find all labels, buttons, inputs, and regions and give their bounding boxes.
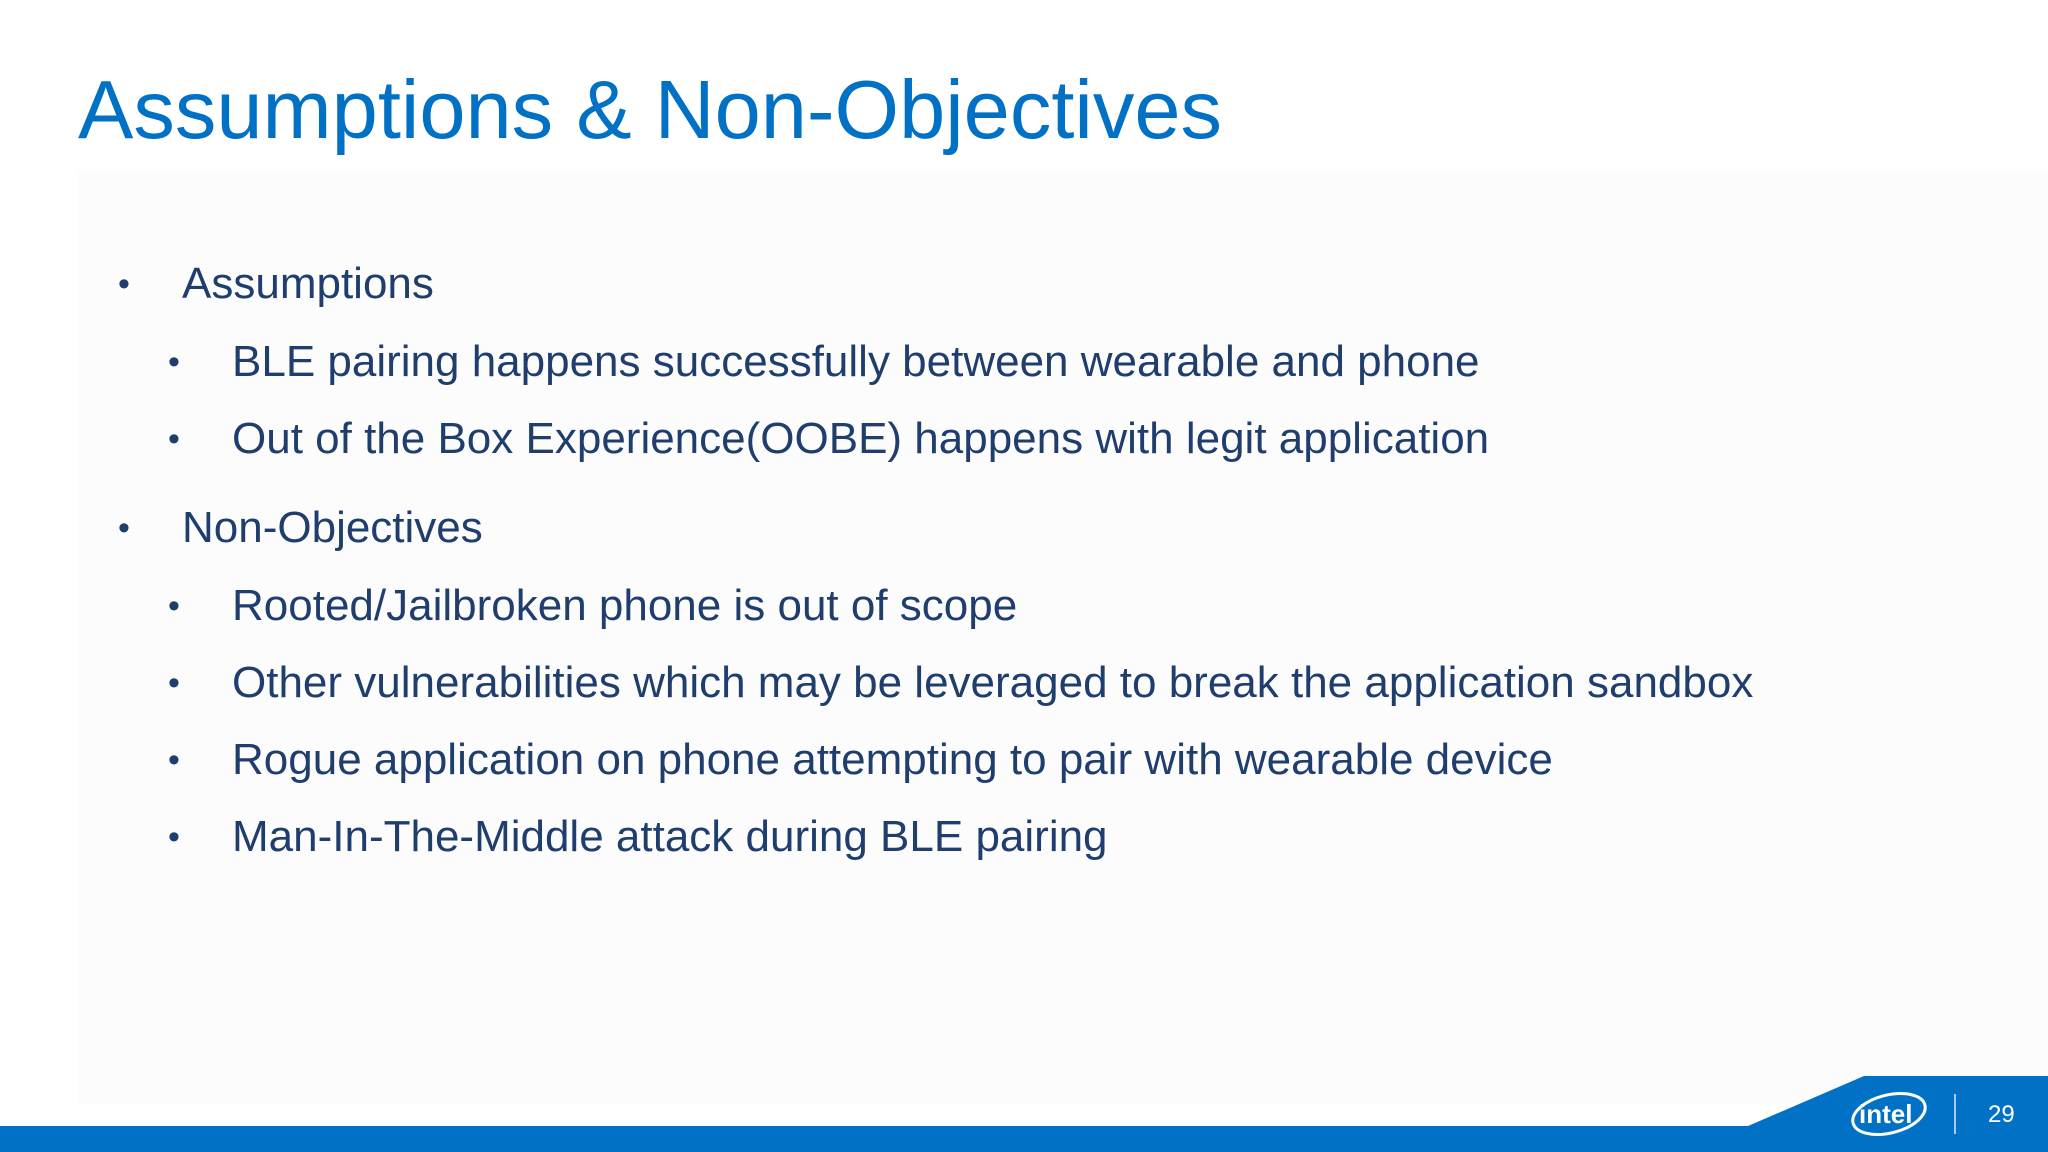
bullet-text: Other vulnerabilities which may be leveraged to break the application sandbox xyxy=(232,658,1754,707)
bullet-item-assumptions xyxy=(118,254,434,314)
sub-bullet-item xyxy=(168,653,1753,713)
bullet-icon: • xyxy=(168,664,180,702)
logo-wordmark: intel xyxy=(1859,1099,1913,1129)
footer-bar xyxy=(0,1126,2048,1152)
bullet-text: Out of the Box Experience(OOBE) happens with legit application xyxy=(232,414,1490,463)
intel-logo-icon xyxy=(1848,1088,1930,1140)
slide-title: Assumptions & Non-Objectives xyxy=(78,63,1223,156)
sub-bullet-item xyxy=(168,807,1108,867)
bullet-text: Rogue application on phone attempting to pair with wearable device xyxy=(232,735,1553,784)
bullet-icon: • xyxy=(168,818,180,856)
sub-bullet-item xyxy=(168,576,1017,636)
sub-bullet-item xyxy=(168,332,1480,392)
bullet-text: Assumptions xyxy=(182,259,434,308)
bullet-icon: • xyxy=(118,265,130,303)
sub-bullet-item xyxy=(168,409,1489,469)
sub-bullet-item xyxy=(168,730,1553,790)
bullet-text: BLE pairing happens successfully between wearable and phone xyxy=(232,337,1480,386)
bullet-item-non-objectives xyxy=(118,498,483,558)
bullet-text: Rooted/Jailbroken phone is out of scope xyxy=(232,581,1018,630)
bullet-text: Non-Objectives xyxy=(182,503,483,552)
bullet-text: Man-In-The-Middle attack during BLE pairing xyxy=(232,812,1108,861)
bullet-icon: • xyxy=(168,420,180,458)
page-number: 29 xyxy=(1988,1101,2015,1128)
bullet-icon: • xyxy=(118,509,130,547)
bullet-icon: • xyxy=(168,587,180,625)
footer-divider xyxy=(1954,1094,1956,1134)
bullet-icon: • xyxy=(168,741,180,779)
bullet-icon: • xyxy=(168,343,180,381)
